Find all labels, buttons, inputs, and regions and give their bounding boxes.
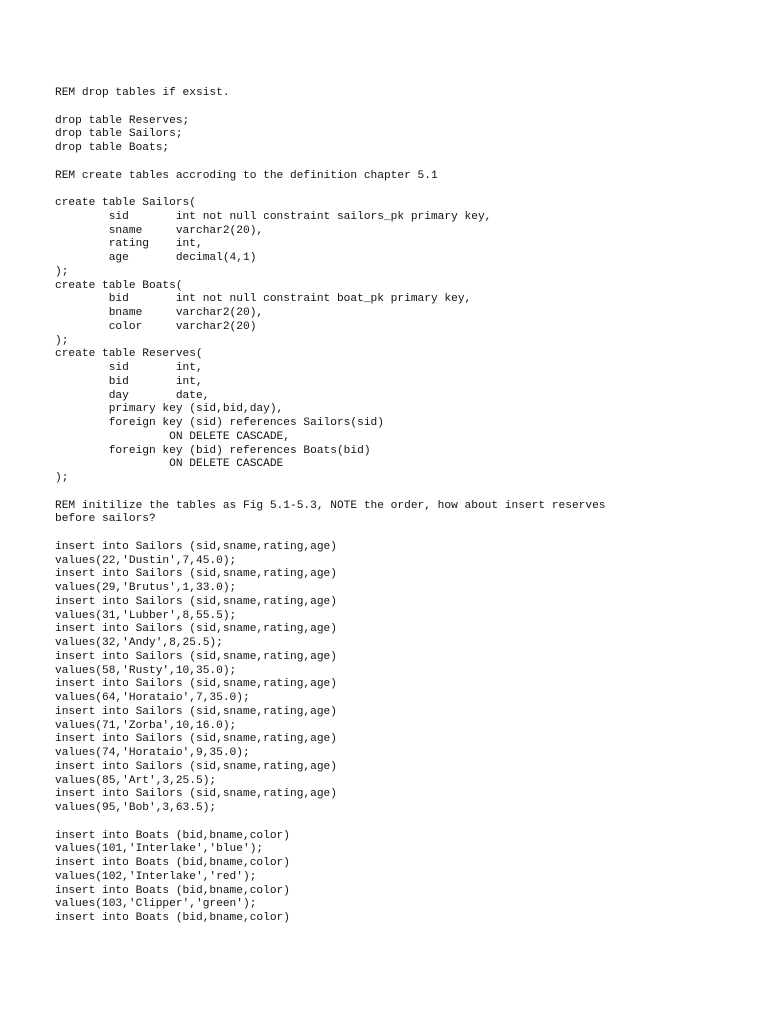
code-line: values(101,'Interlake','blue'); [55, 843, 264, 856]
rem-create-comment [55, 170, 606, 184]
code-line: insert into Sailors (sid,sname,rating,age) [55, 623, 337, 636]
code-line: values(29,'Brutus',1,33.0); [55, 582, 237, 594]
code-line: day date, [55, 389, 210, 402]
code-line: values(103,'Clipper','green'); [55, 898, 257, 911]
code-line: bid int not null constraint boat_pk primary key, [55, 293, 472, 306]
code-line: ON DELETE CASCADE [55, 458, 284, 471]
code-line: insert into Boats (bid,bname,color) [55, 884, 290, 897]
code-line: REM drop tables if exsist. [55, 87, 230, 99]
insert-sailors [55, 541, 606, 816]
code-line: values(102,'Interlake','red'); [55, 870, 257, 883]
code-line: create table Boats( [55, 279, 183, 292]
code-line: bname varchar2(20), [55, 307, 264, 319]
create-statements [55, 197, 606, 486]
blank-line [55, 183, 606, 197]
code-line: bid int, [55, 375, 203, 388]
code-line: age decimal(4,1) [55, 252, 257, 264]
code-line: values(31,'Lubber',8,55.5); [55, 609, 237, 622]
insert-boats [55, 830, 606, 926]
code-line: insert into Sailors (sid,sname,rating,age) [55, 540, 337, 553]
code-line: insert into Sailors (sid,sname,rating,age) [55, 760, 337, 773]
blank-line [55, 486, 606, 500]
code-line: values(74,'Horataio',9,35.0); [55, 747, 250, 759]
code-line: values(22,'Dustin',7,45.0); [55, 554, 237, 567]
blank-line [55, 816, 606, 830]
code-line: values(85,'Art',3,25.5); [55, 774, 217, 787]
blank-line [55, 156, 606, 170]
code-line: ON DELETE CASCADE, [55, 430, 290, 443]
code-line: drop table Reserves; [55, 114, 190, 127]
code-line: values(58,'Rusty',10,35.0); [55, 664, 237, 677]
code-line: foreign key (sid) references Sailors(sid) [55, 417, 384, 429]
code-line: insert into Sailors (sid,sname,rating,age) [55, 705, 337, 718]
code-line: values(64,'Horataio',7,35.0); [55, 692, 250, 704]
rem-init-comment [55, 500, 606, 528]
code-line: ); [55, 334, 69, 347]
code-line: values(71,'Zorba',10,16.0); [55, 719, 237, 732]
code-line: drop table Boats; [55, 142, 170, 154]
code-line: values(95,'Bob',3,63.5); [55, 802, 217, 814]
code-line: sid int, [55, 362, 203, 374]
code-line: insert into Boats (bid,bname,color) [55, 857, 290, 869]
code-line: primary key (sid,bid,day), [55, 403, 284, 416]
code-line: sname varchar2(20), [55, 224, 264, 237]
code-line: insert into Boats (bid,bname,color) [55, 912, 290, 924]
blank-line [55, 527, 606, 541]
code-line: values(32,'Andy',8,25.5); [55, 637, 223, 649]
code-line: insert into Sailors (sid,sname,rating,age) [55, 650, 337, 663]
code-line: sid int not null constraint sailors_pk primary key, [55, 210, 492, 223]
code-line: REM create tables accroding to the definition chapter 5.1 [55, 169, 438, 182]
code-line: color varchar2(20) [55, 320, 257, 333]
code-line: insert into Sailors (sid,sname,rating,age) [55, 788, 337, 801]
code-line: before sailors? [55, 513, 156, 526]
drop-statements [55, 115, 606, 156]
code-line: rating int, [55, 238, 203, 251]
code-line: foreign key (bid) references Boats(bid) [55, 444, 371, 457]
rem-drop-comment [55, 87, 606, 101]
blank-line [55, 101, 606, 115]
code-line: ); [55, 472, 69, 484]
code-line: drop table Sailors; [55, 128, 183, 141]
code-line: REM initilize the tables as Fig 5.1-5.3, NOTE the order, how about insert reserves [55, 499, 606, 512]
code-line: create table Sailors( [55, 197, 196, 209]
code-line: insert into Boats (bid,bname,color) [55, 829, 290, 842]
code-line: insert into Sailors (sid,sname,rating,age) [55, 678, 337, 691]
code-line: insert into Sailors (sid,sname,rating,age) [55, 733, 337, 746]
code-line: insert into Sailors (sid,sname,rating,age) [55, 568, 337, 581]
code-line: create table Reserves( [55, 348, 203, 361]
code-line: ); [55, 265, 69, 278]
sql-script [55, 87, 606, 926]
code-line: insert into Sailors (sid,sname,rating,age) [55, 595, 337, 608]
